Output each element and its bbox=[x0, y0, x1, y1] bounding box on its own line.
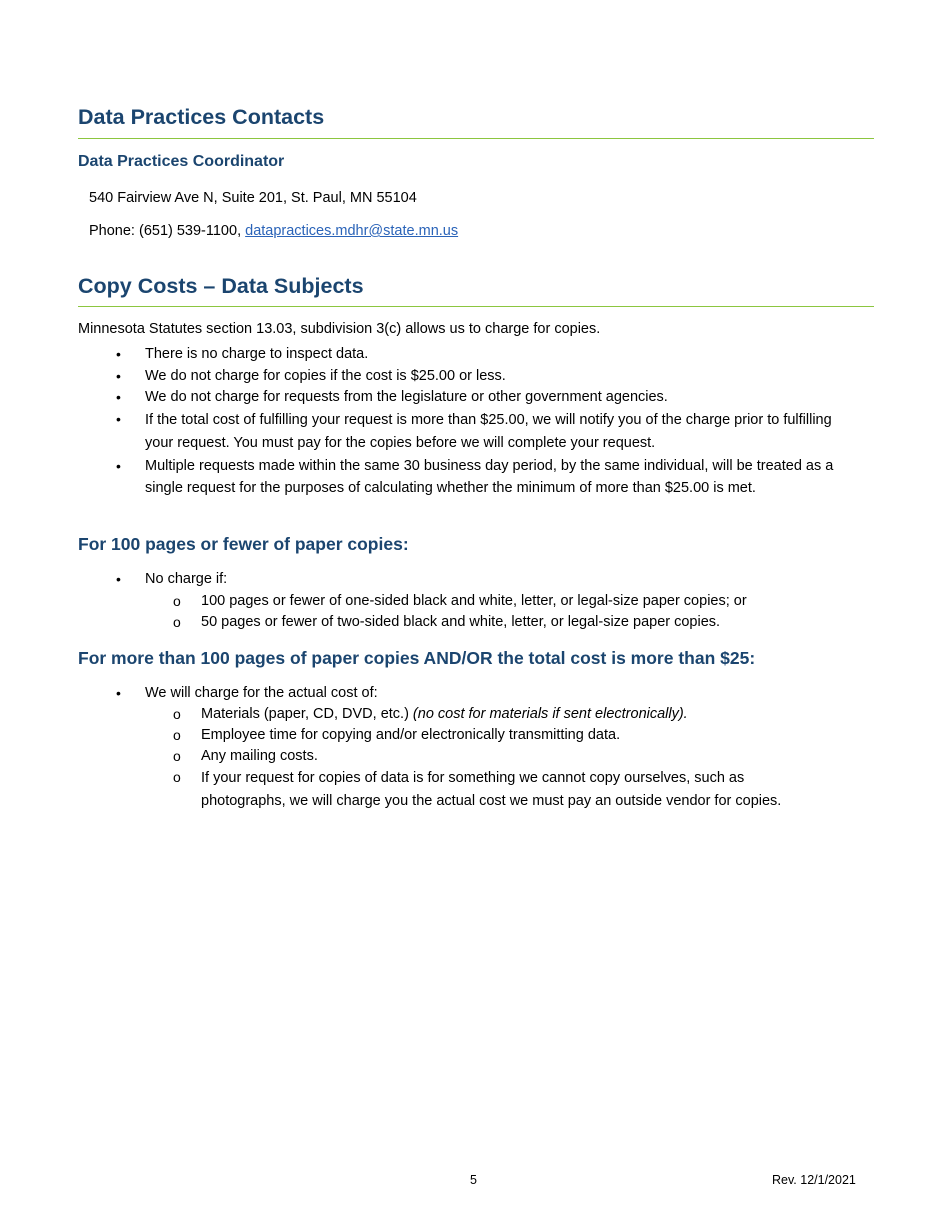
coordinator-heading: Data Practices Coordinator bbox=[78, 153, 285, 170]
materials-text: Materials (paper, CD, DVD, etc.) bbox=[201, 706, 413, 722]
coordinator-phone-line bbox=[89, 221, 458, 241]
large-orders-subitem-3: If your request for copies of data is for something we cannot copy ourselves, such as photographs, we will charge you the actual cost we must pay an outside vendor for copies. bbox=[201, 770, 782, 809]
small-orders-heading: For 100 pages or fewer of paper copies: bbox=[78, 534, 409, 554]
copy-costs-bullet-1: There is no charge to inspect data. bbox=[145, 346, 369, 362]
bullet-marker: • bbox=[116, 411, 121, 427]
sub-bullet-marker: o bbox=[173, 769, 181, 785]
copy-costs-bullet-5: Multiple requests made within the same 30 business day period, by the same individual, will be treated as a single request for the purposes of calculating whether the minimum of more than $25.00 is met. bbox=[145, 458, 834, 496]
heading-rule bbox=[78, 306, 874, 307]
small-orders-bullet: No charge if: bbox=[145, 571, 228, 587]
bullet-marker: • bbox=[116, 458, 121, 474]
bullet-marker: • bbox=[116, 685, 121, 701]
heading-rule bbox=[78, 138, 874, 139]
sub-bullet-marker: o bbox=[173, 614, 181, 630]
bullet-marker: • bbox=[116, 346, 121, 362]
copy-costs-bullet-2: We do not charge for copies if the cost is $25.00 or less. bbox=[145, 368, 506, 384]
sub-bullet-marker: o bbox=[173, 593, 181, 609]
small-orders-subitem-1: 100 pages or fewer of one-sided black and white, letter, or legal-size paper copies; or bbox=[201, 593, 747, 609]
contacts-heading: Data Practices Contacts bbox=[78, 105, 325, 129]
sub-bullet-marker: o bbox=[173, 748, 181, 764]
revision-date: Rev. 12/1/2021 bbox=[772, 1173, 856, 1187]
page-number: 5 bbox=[470, 1173, 477, 1187]
large-orders-materials bbox=[201, 704, 841, 726]
sub-bullet-marker: o bbox=[173, 706, 181, 722]
copy-costs-bullet-4: If the total cost of fulfilling your request is more than $25.00, we will notify you of the charge prior to fulfilling your request. You must pay for the copies before we will complete your request. bbox=[145, 412, 832, 451]
copy-costs-heading: Copy Costs – Data Subjects bbox=[78, 274, 364, 298]
large-orders-subitem-2: Any mailing costs. bbox=[201, 748, 318, 764]
coordinator-address: 540 Fairview Ave N, Suite 201, St. Paul, MN 55104 bbox=[89, 190, 417, 206]
large-orders-heading: For more than 100 pages of paper copies AND/OR the total cost is more than $25: bbox=[78, 648, 756, 668]
coordinator-phone: Phone: (651) 539-1100, bbox=[89, 223, 246, 239]
materials-note: (no cost for materials if sent electronically). bbox=[412, 706, 688, 722]
small-orders-subitem-2: 50 pages or fewer of two-sided black and white, letter, or legal-size paper copies. bbox=[201, 614, 721, 630]
coordinator-email-link[interactable]: datapractices.mdhr@state.mn.us bbox=[245, 223, 459, 239]
sub-bullet-marker: o bbox=[173, 727, 181, 743]
bullet-marker: • bbox=[116, 571, 121, 587]
bullet-marker: • bbox=[116, 368, 121, 384]
copy-costs-bullet-3: We do not charge for requests from the legislature or other government agencies. bbox=[145, 389, 668, 405]
bullet-marker: • bbox=[116, 389, 121, 405]
large-orders-subitem-1: Employee time for copying and/or electronically transmitting data. bbox=[201, 727, 621, 743]
large-orders-bullet: We will charge for the actual cost of: bbox=[145, 685, 378, 701]
copy-costs-intro: Minnesota Statutes section 13.03, subdivision 3(c) allows us to charge for copies. bbox=[78, 321, 601, 337]
